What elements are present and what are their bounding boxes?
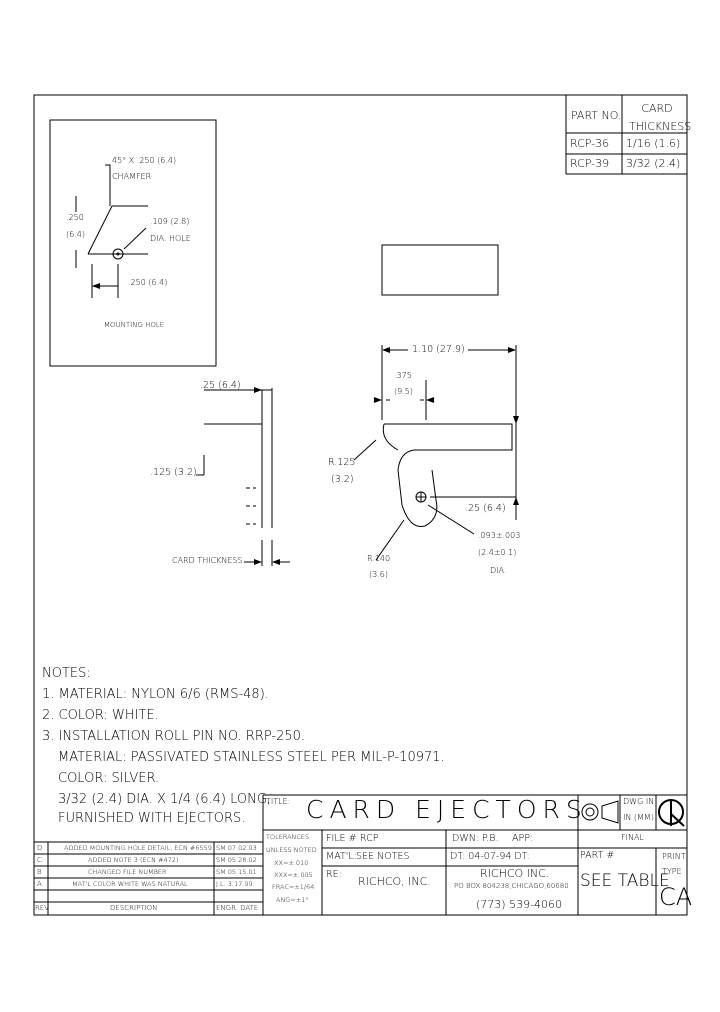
mount-dim-left-mm: (6.4) — [66, 230, 85, 239]
part-row-2-thickness: 3/32 (2.4) — [626, 157, 681, 170]
hole-dia-dim: .109 (2.8) — [150, 217, 190, 226]
rev-b-letter: B — [37, 868, 42, 876]
print-type-label-1: PRINT — [662, 852, 686, 861]
rev-d-letter: D — [37, 844, 43, 852]
approved-by: APP: — [512, 833, 534, 844]
lower-radius-mm: (3.6) — [369, 570, 388, 579]
mount-dim-bottom: .250 (6.4) — [128, 278, 168, 287]
richco-logo — [659, 800, 684, 826]
right-height-dim: .25 (6.4) — [465, 503, 506, 514]
rev-header-description: DESCRIPTION — [110, 904, 158, 912]
part-row-1-part: RCP-36 — [570, 137, 610, 150]
company-name: RICHCO, INC. — [358, 875, 431, 888]
side-dim-mid: .125 (3.2) — [150, 467, 197, 478]
units-label-2: IN (MM) — [623, 813, 654, 822]
upper-radius-mm: (3.2) — [331, 474, 354, 485]
card-thickness-header: CARD THICKNESS — [629, 102, 692, 133]
rev-c-description: ADDED NOTE 3 (ECN #472) — [88, 856, 179, 864]
company-phone: (773) 539-4060 — [476, 898, 563, 911]
matl-value: SEE NOTES — [356, 851, 410, 862]
part-row-1-thickness: 1/16 (1.6) — [626, 137, 681, 150]
re-label: RE: — [326, 869, 342, 880]
matl-label: MAT'L: — [326, 851, 357, 862]
note-2: 2. COLOR: WHITE. — [42, 708, 159, 723]
chamfer-dim: 45° X .250 (6.4) — [112, 156, 177, 165]
chamfer-label: CHAMFER — [112, 172, 152, 181]
rev-a-engr: J.L. 3.17.99 — [216, 880, 253, 888]
side-dim-top: .25 (6.4) — [200, 380, 241, 391]
note-3-material: MATERIAL: PASSIVATED STAINLESS STEEL PER MIL-P-10971. — [58, 750, 445, 765]
upper-radius-dim: R.125 — [328, 457, 356, 468]
title-label: TITLE: — [266, 797, 291, 806]
part-number-value: SEE TABLE — [580, 871, 670, 891]
rev-a-description: MAT'L COLOR WHITE WAS NATURAL — [72, 880, 188, 888]
tolerances-1: TOLERANCES — [266, 833, 310, 841]
print-type-value: CA — [659, 883, 693, 911]
tolerances-4: .XXX=±.005 — [272, 871, 313, 879]
part-no-header: PART NO. — [571, 109, 622, 122]
top-view-outline — [382, 245, 498, 295]
file-value: RCP — [360, 833, 379, 844]
part-number-label: PART # — [580, 850, 615, 861]
lower-radius-dim: R.140 — [367, 554, 391, 563]
pin-dia-mm: (2.4±0.1) — [478, 548, 517, 557]
offset-dim-mm: (9.5) — [394, 387, 413, 396]
company-header: RICHCO INC. — [480, 867, 550, 880]
card-thickness-label: CARD THICKNESS — [172, 556, 243, 565]
note-3-color: COLOR: SILVER. — [58, 771, 160, 786]
rev-c-engr: SM 05.28.02 — [216, 856, 257, 864]
pin-dia-dim: .093±.003 — [478, 531, 521, 540]
rev-a-letter: A — [37, 880, 42, 888]
rev-b-description: CHANGED FILE NUMBER — [88, 868, 167, 876]
tolerances-5: FRAC=±1/64 — [272, 883, 315, 891]
drawing-title: CARD EJECTORS — [306, 795, 588, 824]
tolerances-3: .XX=±.010 — [272, 859, 309, 867]
drawn-by: DWN: P.B. — [452, 833, 499, 844]
note-3-furnished: FURNISHED WITH EJECTORS. — [58, 811, 246, 826]
notes-heading: NOTES: — [42, 666, 91, 681]
drawing-date: DT: 04-07-94 DT: — [450, 851, 530, 862]
tolerances-2: UNLESS NOTED — [266, 846, 317, 854]
pin-dia-label: DIA. — [490, 566, 507, 575]
print-type-label-2: TYPE — [662, 867, 682, 876]
rev-d-description: ADDED MOUNTING HOLE DETAIL, ECN #6559 — [64, 844, 212, 852]
overall-length-dim: 1.10 (27.9) — [412, 344, 465, 355]
mounting-hole-caption: MOUNTING HOLE — [104, 321, 165, 329]
tolerances-6: ANG=±1° — [276, 896, 309, 904]
company-address: PO BOX 804238,CHICAGO,60680 — [454, 882, 569, 890]
units-label-1: DWG IN — [623, 797, 655, 806]
note-3: 3. INSTALLATION ROLL PIN NO. RRP-250. — [42, 729, 306, 744]
mount-dim-left-in: .250 — [66, 213, 84, 222]
rev-header-engr: ENGR. DATE — [216, 904, 259, 912]
part-row-2-part: RCP-39 — [570, 157, 610, 170]
hole-dia-label: DIA. HOLE — [150, 234, 191, 243]
file-label: FILE # — [326, 833, 357, 844]
offset-dim-in: .375 — [394, 371, 412, 380]
note-3-size: 3/32 (2.4) DIA. X 1/4 (6.4) LONG, — [58, 792, 272, 807]
final-label: FINAL — [621, 833, 644, 842]
rev-c-letter: C — [37, 856, 42, 864]
note-1: 1. MATERIAL: NYLON 6/6 (RMS-48). — [42, 687, 269, 702]
rev-d-engr: SM 07.02.03 — [216, 844, 257, 852]
rev-header-rev: REV — [35, 904, 50, 912]
rev-b-engr: SM 05.15.01 — [216, 868, 257, 876]
